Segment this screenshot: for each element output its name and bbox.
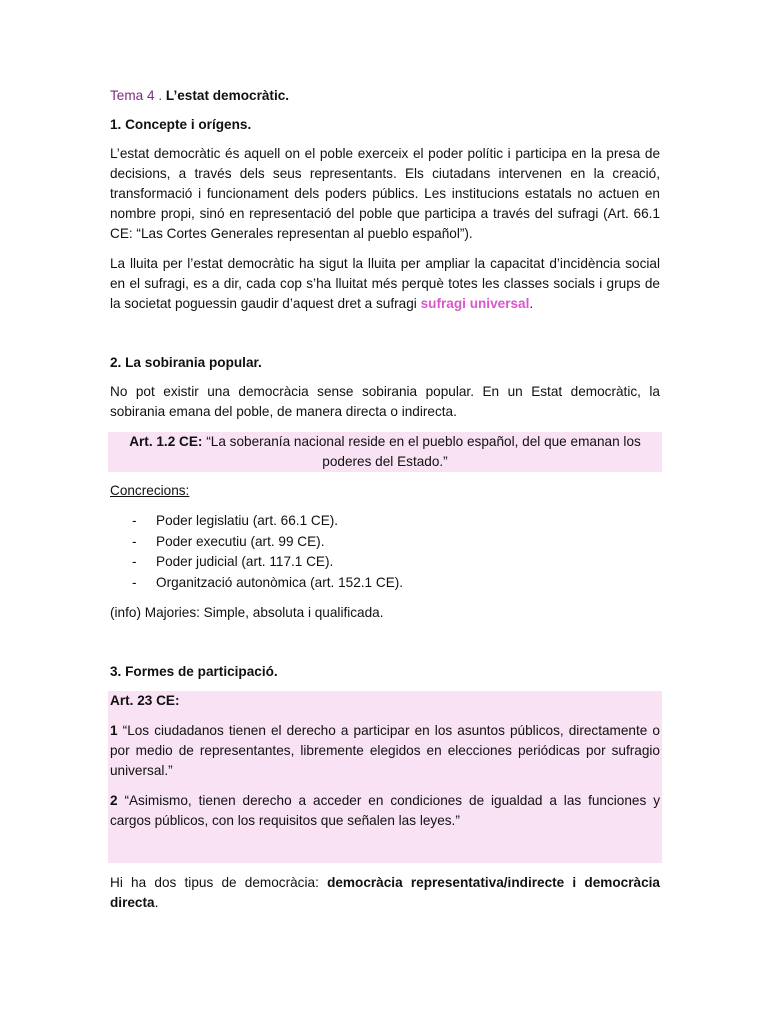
list-item bbox=[110, 532, 660, 553]
spacer bbox=[110, 324, 660, 353]
art-23-label: Art. 23 CE: bbox=[110, 693, 180, 708]
dash-bullet: - bbox=[132, 554, 137, 569]
democracy-types-end: . bbox=[154, 895, 159, 910]
spacer bbox=[110, 633, 660, 662]
point2-text: “Asimismo, tienen derecho a acceder en condiciones de igualdad a las funciones y cargos públicos, con los requisitos que señalen las leyes.” bbox=[110, 793, 660, 828]
concrecions-list bbox=[110, 511, 660, 593]
list-item-text: Poder judicial (art. 117.1 CE). bbox=[156, 554, 334, 569]
list-item-text: Poder executiu (art. 99 CE). bbox=[156, 533, 325, 549]
section1-paragraph2 bbox=[110, 254, 660, 314]
list-item bbox=[110, 511, 660, 532]
point2-number: 2 bbox=[110, 793, 118, 808]
section1-heading: 1. Concepte i orígens. bbox=[110, 117, 252, 132]
tema-label: Tema 4 . bbox=[110, 88, 163, 103]
point1-number: 1 bbox=[110, 723, 118, 738]
dash-bullet: - bbox=[132, 513, 137, 528]
list-item-text: Organització autonòmica (art. 152.1 CE). bbox=[156, 574, 404, 590]
art-23-point1 bbox=[110, 721, 660, 781]
section3-heading: 3. Formes de participació. bbox=[110, 664, 278, 679]
list-item bbox=[110, 552, 660, 573]
list-item-text: Poder legislatiu (art. 66.1 CE). bbox=[156, 513, 339, 528]
art-23-box bbox=[108, 691, 662, 863]
democracy-types-bold: democràcia representativa/indirecte i democràcia directa bbox=[110, 875, 660, 910]
paragraph2-text: La lluita per l’estat democràtic ha sigut la lluita per ampliar la capacitat d’incidència social en el sufragi, es a dir, cada cop s’ha lluitat més perquè totes les classes socials i grups de la societat poguessin gaudir d’aquest dret a sufragi bbox=[110, 256, 660, 311]
title-text: L’estat democràtic. bbox=[162, 88, 290, 103]
art-1-2-quote bbox=[110, 432, 660, 472]
dash-bullet: - bbox=[132, 533, 137, 549]
point1-text: “Los ciudadanos tienen el derecho a participar en los asuntos públicos, directamente o por medio de representantes, libremente elegidos en elecciones periódicas por sufragio universal.” bbox=[110, 723, 660, 778]
art-1-2-text: “La soberanía nacional reside en el pueblo español, del que emanan los poderes del Estado.” bbox=[202, 434, 641, 469]
democracy-types-paragraph bbox=[110, 873, 660, 913]
sufragi-universal-keyword: sufragi universal bbox=[420, 296, 530, 311]
art-1-2-quote-box bbox=[108, 432, 662, 472]
section2-paragraph1: No pot existir una democràcia sense sobirania popular. En un Estat democràtic, la sobirania emana del poble, de manera directa o indirecta. bbox=[110, 384, 660, 419]
majories-info: (info) Majories: Simple, absoluta i qualificada. bbox=[110, 605, 384, 620]
document-title bbox=[110, 86, 660, 106]
concrecions-label: Concrecions: bbox=[110, 483, 190, 498]
section2-heading: 2. La sobirania popular. bbox=[110, 355, 262, 370]
section1-paragraph1: L’estat democràtic és aquell on el poble exerceix el poder polític i participa en la presa de decisions, a través dels seus representants. Els ciutadans intervenen en la creació, transformació i funcionament dels poders públics. Les institucions estatals no actuen en nombre propi, sinó en representació del poble que participa a través del sufragi (Art. 66.1 CE: “Las Cortes Generales representan al pueblo español”). bbox=[110, 146, 660, 241]
list-item bbox=[110, 573, 660, 594]
art-1-2-label: Art. 1.2 CE: bbox=[129, 434, 203, 449]
democracy-types-intro: Hi ha dos tipus de democràcia: bbox=[110, 875, 328, 890]
art-23-point2 bbox=[110, 791, 660, 831]
paragraph2-end: . bbox=[529, 296, 534, 311]
dash-bullet: - bbox=[132, 574, 137, 590]
